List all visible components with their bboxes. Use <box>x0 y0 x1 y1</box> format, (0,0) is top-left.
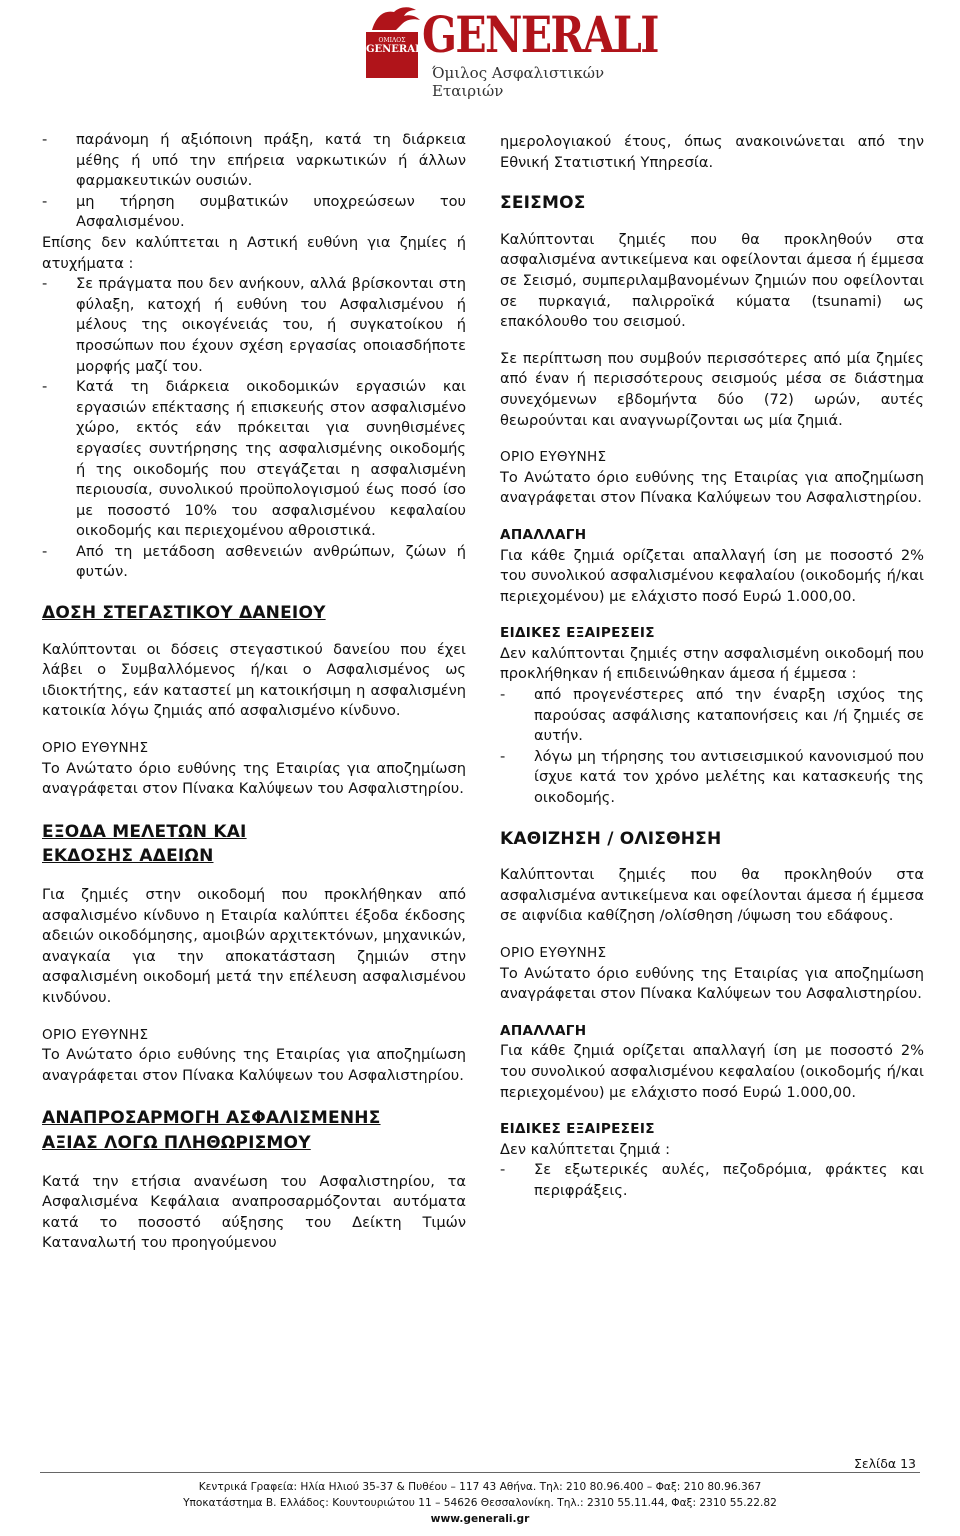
page-number: Σελίδα 13 <box>853 1456 916 1471</box>
list-item: - Κατά τη διάρκεια οικοδομικών εργασιών και εργασιών επέκτασης ή επισκευής στον ασφαλισμένο χώρο, εκτός εάν πρόκειται για συνηθισμένες εργασίες συντήρησης της ασφαλισμένης οικοδομής ή της οικοδομής που στεγάζεται η ασφαλισμένη περιουσία, συνολικού προϋπολογισμού έως ποσό ίσο με ποσοστό 10% του ασφαλισμένου κεφαλαίου οικοδομής και περιεχομένου αθροιστικά. <box>42 378 466 540</box>
list-item: - λόγω μη τήρησης του αντισεισμικού κανονισμού που ίσχυε κατά τον χρόνο μελέτης και κατασκευής της οικοδομής. <box>500 747 924 807</box>
paragraph: Δεν καλύπτονται ζημιές στην ασφαλισμένη οικοδομή που προκλήθηκαν ή επιδεινώθηκαν άμεσα ή έμμεσα : <box>500 644 924 683</box>
section-title: ΔΟΣΗ ΣΤΕΓΑΣΤΙΚΟΥ ΔΑΝΕΙΟΥ <box>42 603 326 624</box>
paragraph: Κατά την ετήσια ανανέωση του Ασφαλιστηρίου, τα Ασφαλισμένα Κεφάλαια αναπροσαρμόζονται αυτόματα κατά το ποσοστό αύξησης του Δείκτη Τιμών Καταναλωτή του προηγούμενου <box>42 1172 466 1252</box>
footer-website-link[interactable]: www.generali.gr <box>430 1512 530 1525</box>
generali-logo <box>366 4 658 100</box>
paragraph: Για κάθε ζημιά ορίζεται απαλλαγή ίση με ποσοστό 2% του συνολικού ασφαλισμένου κεφαλαίου (οικοδομής ή/και περιεχομένου) με ελάχιστο ποσό Ευρώ 1.000,00. <box>500 1042 924 1101</box>
brand-subtitle: Όμιλος Ασφαλιστικών Εταιριών <box>432 64 605 100</box>
subsection-title: ΑΠΑΛΛΑΓΗ <box>500 1022 587 1039</box>
footer-divider <box>40 1472 920 1473</box>
footer-address-branch: Υποκατάστημα Β. Ελλάδος: Κουντουριώτου 11 – 54626 Θεσσαλονίκη. Τηλ.: 2310 55.11.44, Φαξ: 2310 55.22.82 <box>183 1496 777 1509</box>
paragraph: Για κάθε ζημιά ορίζεται απαλλαγή ίση με ποσοστό 2% του συνολικού ασφαλισμένου κεφαλαίου (οικοδομής ή/και περιεχομένου) με ελάχιστο ποσό Ευρώ 1.000,00. <box>500 546 924 605</box>
subsection-title: ΑΠΑΛΛΑΓΗ <box>500 526 587 543</box>
group-badge: ΟΜΙΛΟΣ GENERALI <box>366 32 418 78</box>
subsection-title: ΟΡΙΟ ΕΥΘΥΝΗΣ <box>500 449 607 466</box>
subsection-title: ΟΡΙΟ ΕΥΘΥΝΗΣ <box>500 945 607 961</box>
section-title: ΚΑΘΙΖΗΣΗ / ΟΛΙΣΘΗΣΗ <box>500 828 722 849</box>
paragraph: Το Ανώτατο όριο ευθύνης της Εταιρίας για αποζημίωση αναγράφεται στον Πίνακα Καλύψεων του Ασφαλιστηρίου. <box>500 468 924 507</box>
subsection-title: ΟΡΙΟ ΕΥΘΥΝΗΣ <box>42 1026 149 1043</box>
paragraph: ημερολογιακού έτους, όπως ανακοινώνεται από την Εθνική Στατιστική Υπηρεσία. <box>500 133 924 171</box>
paragraph: Καλύπτονται ζημιές που θα προκληθούν στα ασφαλισμένα αντικείμενα και οφείλονται άμεσα ή έμμεσα σε Σεισμό, συμπεριλαμβανομένων ζημιών που οφείλονται σε πυρκαγιά, παλιρροϊκά κύματα (tsunami) ως επακόλουθο του σεισμού. <box>500 230 924 331</box>
left-column <box>42 130 466 1254</box>
winged-lion-icon <box>366 4 426 34</box>
list-item: - μη τήρηση συμβατικών υποχρεώσεων του Ασφαλισμένου. <box>42 192 466 231</box>
paragraph: Καλύπτονται οι δόσεις στεγαστικού δανείου που έχει λάβει ο Συμβαλλόμενος ή/και ο Ασφαλισμένος ως ιδιοκτήτης, εάν καταστεί μη κατοικήσιμη η ασφαλισμένη κατοικία λόγω ζημιάς από ασφαλισμένο κίνδυνο. <box>42 640 466 720</box>
subsection-title: ΕΙΔΙΚΕΣ ΕΞΑΙΡΕΣΕΙΣ <box>500 1121 655 1138</box>
section-title: ΕΚΔΟΣΗΣ ΑΔΕΙΩΝ <box>42 846 214 867</box>
paragraph: Το Ανώτατο όριο ευθύνης της Εταιρίας για αποζημίωση αναγράφεται στον Πίνακα Καλύψεων του Ασφαλιστηρίου. <box>42 759 466 798</box>
section-title: ΑΞΙΑΣ ΛΟΓΩ ΠΛΗΘΩΡΙΣΜΟΥ <box>42 1132 311 1153</box>
section-title: ΕΞΟΔΑ ΜΕΛΕΤΩΝ ΚΑΙ <box>42 821 247 842</box>
subsection-title: ΟΡΙΟ ΕΥΘΥΝΗΣ <box>42 740 149 757</box>
paragraph: Δεν καλύπτεται ζημιά : <box>500 1140 670 1158</box>
right-column <box>500 132 924 1202</box>
section-title: ΣΕΙΣΜΟΣ <box>500 193 586 214</box>
list-item: - Σε πράγματα που δεν ανήκουν, αλλά βρίσκονται στη φύλαξη, κατοχή ή ευθύνη του Ασφαλισμένου ή μέλους της οικογένειάς του, ή συγκατοίκου ή προσώπων που έχουν σχέση εργασίας οποιασδήποτε μορφής μαζί του. <box>42 275 466 375</box>
paragraph: Καλύπτονται ζημιές που θα προκληθούν στα ασφαλισμένα αντικείμενα και οφείλονται άμεσα ή έμμεσα σε αιφνίδια καθίζηση /ολίσθηση /ύψωση του εδάφους. <box>500 866 924 925</box>
list-item: - Σε εξωτερικές αυλές, πεζοδρόμια, φράκτες και περιφράξεις. <box>500 1161 924 1199</box>
brand-name: GENERALI <box>422 5 658 64</box>
list-item: - από προγενέστερες από την έναρξη ισχύος της παρούσας ασφάλισης καταπονήσεις και /ή ζημιές σε αυτήν. <box>500 686 924 745</box>
paragraph: Το Ανώτατο όριο ευθύνης της Εταιρίας για αποζημίωση αναγράφεται στον Πίνακα Καλύψεων του Ασφαλιστηρίου. <box>42 1046 466 1084</box>
list-item: - Από τη μετάδοση ασθενειών ανθρώπων, ζώων ή φυτών. <box>42 542 466 581</box>
paragraph: Σε περίπτωση που συμβούν περισσότερες από μία ζημίες από έναν ή περισσότερους σεισμούς μέσα σε διάστημα συνεχόμενων εβδομήντα δύο (72) ωρών, αυτές θεωρούνται και αναγνωρίζονται ως μία ζημιά. <box>500 349 924 429</box>
subsection-title: ΕΙΔΙΚΕΣ ΕΞΑΙΡΕΣΕΙΣ <box>500 625 655 642</box>
paragraph: Επίσης δεν καλύπτεται η Αστική ευθύνη για ζημίες ή ατυχήματα : <box>42 233 466 272</box>
paragraph: Το Ανώτατο όριο ευθύνης της Εταιρίας για αποζημίωση αναγράφεται στον Πίνακα Καλύψεων του Ασφαλιστηρίου. <box>500 964 924 1003</box>
paragraph: Για ζημιές στην οικοδομή που προκλήθηκαν από ασφαλισμένο κίνδυνο η Εταιρία καλύπτει έξοδα έκδοσης αδειών οικοδόμησης, αμοιβών αρχιτεκτόνων, μηχανικών, αναγκαία για την αποκατάσταση ζημιών στην ασφαλισμένη οικοδομή μετά την επέλευση ασφαλισμένου κινδύνου. <box>42 886 466 1006</box>
footer-address-main: Κεντρικά Γραφεία: Ηλία Ηλιού 35-37 & Πυθέου – 117 43 Αθήνα. Τηλ: 210 80.96.400 – Φαξ: 210 80.96.367 <box>198 1481 762 1493</box>
list-item: - παράνομη ή αξιόποινη πράξη, κατά τη διάρκεια μέθης ή υπό την επήρεια ναρκωτικών ή άλλων φαρμακευτικών ουσιών. <box>42 131 466 190</box>
section-title: ΑΝΑΠΡΟΣΑΡΜΟΓΗ ΑΣΦΑΛΙΣΜΕΝΗΣ <box>42 1108 381 1129</box>
